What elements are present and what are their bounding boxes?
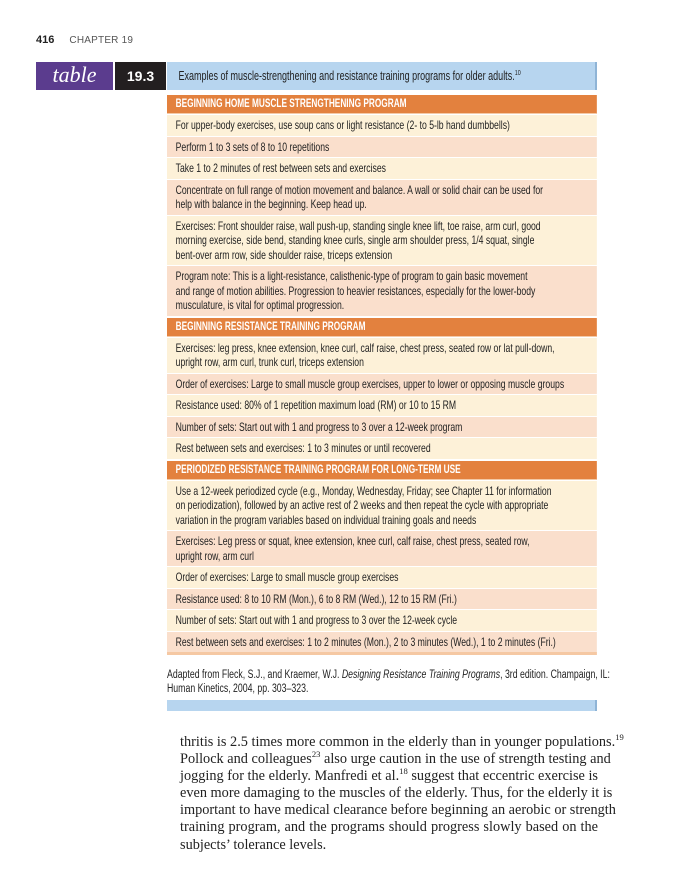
table-row [167, 417, 597, 438]
row-text-line: Exercises: leg press, knee extension, knee curl, calf raise, chest press, seated row or lat pull-down, [175, 340, 555, 355]
caption-reference: 10 [514, 67, 521, 77]
table-row [167, 338, 597, 373]
table-row [167, 438, 597, 459]
row-text-line: variation in the program variables based on individual training goals and needs [175, 512, 477, 527]
body-text: Pollock and colleagues [180, 751, 312, 768]
table-row [167, 567, 597, 588]
body-text: also urge caution in the use of strength testing and [320, 751, 611, 768]
body-paragraph [180, 732, 624, 854]
body-text: training program, and the programs should progress slowly based on the [180, 819, 598, 836]
table-row [167, 589, 597, 610]
page-number: 416 [36, 34, 55, 46]
source-line-2: Human Kinetics, 2004, pp. 303–323. [167, 682, 309, 695]
running-head [36, 34, 133, 46]
table-bottom-bar [167, 700, 597, 711]
body-text: important to have medical clearance before beginning an aerobic or strength [180, 802, 616, 819]
body-text: even more damaging to the muscles of the elderly. Thus, for the elderly it is [180, 785, 613, 802]
table-source-note [167, 669, 610, 696]
table-row [167, 610, 597, 631]
row-text-line: help with balance in the beginning. Keep head up. [175, 197, 367, 211]
row-text-line: upright row, arm curl [175, 548, 254, 563]
table-row [167, 632, 597, 656]
row-text-line: For upper-body exercises, use soup cans or light resistance (2- to 5-lb hand dumbbells) [175, 118, 510, 132]
row-text-line: Take 1 to 2 minutes of rest between sets and exercises [175, 161, 386, 175]
row-text-line: Program note: This is a light-resistance, calisthenic-type of program to gain basic movement [175, 269, 528, 283]
row-text-line: Rest between sets and exercises: 1 to 3 minutes or until recovered [175, 441, 431, 455]
section-heading: PERIODIZED RESISTANCE TRAINING PROGRAM FOR LONG-TERM USE [167, 461, 597, 480]
row-text-line: Rest between sets and exercises: 1 to 2 minutes (Mon.), 2 to 3 minutes (Wed.), 1 to 2 minutes (Fri.) [175, 634, 556, 649]
table-row [167, 158, 597, 179]
citation-reference: 18 [399, 766, 408, 777]
table-row [167, 216, 597, 266]
body-text: jogging for the elderly. Manfredi et al. [180, 768, 400, 785]
row-text-line: morning exercise, side bend, standing knee curls, single arm shoulder press, 1/4 squat, single [175, 233, 535, 247]
row-text-line: Use a 12-week periodized cycle (e.g., Monday, Wednesday, Friday; see Chapter 11 for information [175, 483, 552, 498]
table-row [167, 374, 597, 395]
citation-reference: 19 [615, 732, 624, 743]
source-prefix: Adapted from Fleck, S.J., and Kraemer, W.J. [167, 669, 342, 681]
body-line [180, 768, 598, 785]
row-text-line: Number of sets: Start out with 1 and progress to 3 over a 12-week program [175, 419, 463, 434]
table-row [167, 266, 597, 316]
row-text-line: Exercises: Front shoulder raise, wall push-up, standing single knee lift, toe raise, arm curl, good [175, 218, 541, 233]
row-text-line: Perform 1 to 3 sets of 8 to 10 repetitions [175, 139, 330, 154]
table-row [167, 531, 597, 566]
table-label: table [36, 62, 113, 90]
source-title: Designing Resistance Training Programs [341, 669, 501, 681]
body-line [180, 749, 611, 768]
row-text-line: musculature, is vital for optimal progression. [175, 298, 345, 312]
body-line [180, 732, 624, 751]
section-heading: BEGINNING HOME MUSCLE STRENGTHENING PROGRAM [167, 95, 597, 114]
table-row [167, 481, 597, 531]
row-text-line: Exercises: Leg press or squat, knee extension, knee curl, calf raise, chest press, seated row, [175, 534, 530, 548]
chapter-label: CHAPTER 19 [69, 35, 134, 46]
table-caption [167, 62, 597, 90]
body-text: thritis is 2.5 times more common in the elderly than in younger populations. [180, 734, 616, 750]
row-text-line: Order of exercises: Large to small muscle group exercises [175, 570, 399, 584]
row-text-line: upright row, arm curl, trunk curl, triceps extension [175, 355, 364, 369]
table-number: 19.3 [115, 62, 166, 90]
row-text-line: Number of sets: Start out with 1 and progress to 3 over the 12-week cycle [175, 613, 458, 627]
row-text-line: Order of exercises: Large to small muscle group exercises, upper to lower or opposing muscle groups [175, 376, 565, 391]
row-text-line: and range of motion abilities. Progression to heavier resistances, especially for the lower-body [175, 283, 536, 298]
row-text-line: bent-over arm row, side shoulder raise, triceps extension [175, 247, 393, 262]
table-row [167, 180, 597, 215]
body-line [180, 837, 598, 854]
row-text-line: on periodization), followed by an active rest of 2 weeks and then repeat the cycle with appropriate [175, 498, 549, 512]
caption-text: Examples of muscle-strengthening and resistance training programs for older adults. [178, 69, 515, 83]
table-body [167, 95, 597, 656]
body-text: suggest that eccentric exercise is [407, 768, 598, 785]
citation-reference: 23 [311, 749, 321, 760]
row-text-line: Resistance used: 80% of 1 repetition maximum load (RM) or 10 to 15 RM [175, 398, 457, 412]
body-line [180, 802, 616, 819]
body-line [180, 785, 613, 802]
row-text-line: Resistance used: 8 to 10 RM (Mon.), 6 to 8 RM (Wed.), 12 to 15 RM (Fri.) [175, 591, 457, 606]
section-heading: BEGINNING RESISTANCE TRAINING PROGRAM [167, 318, 597, 337]
table-row [167, 395, 597, 416]
table-row [167, 115, 597, 136]
row-text-line: Concentrate on full range of motion movement and balance. A wall or solid chair can be used for [175, 182, 544, 197]
body-text: subjects’ tolerance levels. [180, 836, 327, 853]
table-row [167, 137, 597, 158]
body-line [180, 819, 598, 836]
source-suffix: , 3rd edition. Champaign, IL: [500, 669, 610, 681]
